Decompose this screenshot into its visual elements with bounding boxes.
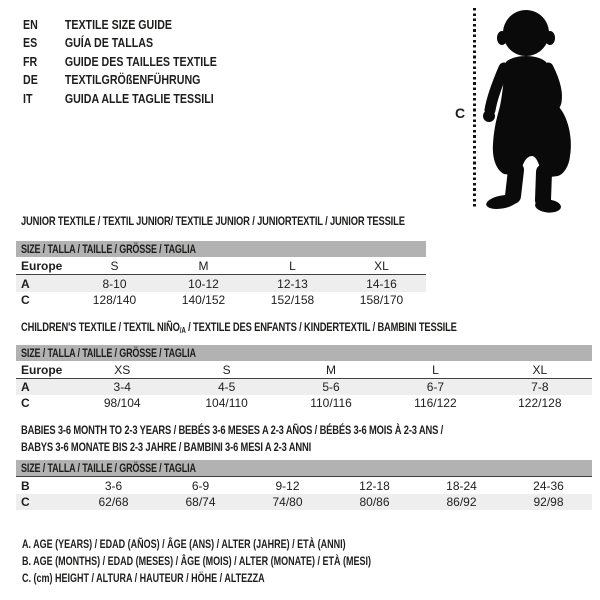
table-cell: 68/74	[185, 495, 216, 509]
table-cell: 5-6	[322, 380, 340, 394]
age-years-row	[16, 275, 426, 292]
table-cell: 18-24	[446, 478, 477, 493]
table-cell: 4-5	[217, 380, 236, 394]
row-label-europe: Europe	[21, 362, 63, 377]
children-title-suffix: / TEXTILE DES ENFANTS / KINDERTEXTIL / BAMBINI TESSILE	[185, 320, 457, 334]
size-header-text: SIZE / TALLA / TAILLE / GRÖSSE / TAGLIA	[21, 461, 196, 475]
baby-ear-right	[545, 31, 555, 45]
table-cell: 10-12	[188, 276, 219, 291]
table-cell: 9-12	[275, 478, 300, 493]
baby-ear-left	[497, 31, 507, 45]
legend-line-c: C. (cm) HEIGHT / ALTURA / HAUTEUR / HÖHE / ALTEZZA	[22, 571, 265, 585]
size-column-header: S	[110, 258, 119, 273]
junior-section-title	[21, 214, 513, 228]
height-cm-row	[16, 395, 592, 411]
table-cell: 116/122	[414, 396, 457, 410]
row-label-b: B	[21, 478, 30, 493]
language-code: DE	[23, 72, 38, 88]
age-years-row	[16, 379, 592, 395]
table-cell: 12-13	[277, 276, 308, 291]
guide-title: TEXTILGRÖßENFÜHRUNG	[64, 72, 201, 88]
junior-section-title-text: JUNIOR TEXTILE / TEXTIL JUNIOR/ TEXTILE JUNIOR / JUNIORTEXTIL / JUNIOR TESSILE	[21, 214, 405, 228]
babies-size-table	[16, 460, 592, 510]
baby-leg-right	[543, 172, 544, 200]
age-months-row	[16, 477, 592, 494]
size-column-header: L	[432, 362, 439, 377]
children-section-title-text	[21, 320, 457, 338]
baby-leg-left	[513, 170, 516, 196]
table-cell: 3-6	[104, 478, 123, 493]
size-column-header: L	[289, 258, 296, 273]
children-section-title	[21, 320, 580, 338]
language-row-en	[23, 16, 217, 34]
size-column-header: XS	[114, 362, 131, 377]
table-cell: 62/68	[98, 495, 129, 509]
babies-section-title	[21, 422, 562, 456]
height-measure-label: C	[455, 105, 466, 121]
children-title-subscript: /A	[179, 326, 186, 335]
size-header-text: SIZE / TALLA / TAILLE / GRÖSSE / TAGLIA	[21, 346, 196, 360]
language-row-fr	[23, 53, 217, 71]
height-measure-dotted-line	[473, 8, 476, 208]
language-code: IT	[23, 90, 33, 106]
size-column-header: XL	[532, 362, 548, 377]
guide-title: GUÍA DE TALLAS	[64, 35, 154, 51]
table-cell: 122/128	[518, 396, 562, 410]
table-cell: 3-4	[113, 380, 131, 394]
row-label-a: A	[21, 276, 30, 291]
baby-silhouette	[483, 10, 571, 214]
table-cell: 80/86	[359, 495, 390, 509]
size-column-header: XL	[374, 258, 389, 273]
height-cm-row	[16, 292, 426, 308]
size-header-band	[16, 460, 592, 476]
language-title-list	[23, 16, 217, 108]
baby-hand-left	[483, 110, 495, 122]
legend-line-a: A. AGE (YEARS) / EDAD (AÑOS) / ÂGE (ANS) / ALTER (JAHRE) / ETÀ (ANNI)	[22, 537, 346, 551]
table-cell: 12-18	[359, 478, 390, 493]
size-column-header: M	[326, 362, 337, 377]
row-label-a: A	[21, 380, 30, 394]
language-row-de	[23, 71, 217, 89]
children-size-table	[16, 345, 592, 411]
table-cell: 140/152	[181, 293, 226, 307]
table-cell: 110/116	[310, 396, 352, 410]
size-header-band	[16, 241, 426, 257]
language-code: ES	[23, 35, 38, 51]
table-cell: 92/98	[533, 495, 564, 509]
table-cell: 6-9	[191, 478, 210, 493]
language-row-es	[23, 34, 217, 52]
row-label-c: C	[21, 495, 30, 509]
row-label-europe: Europe	[21, 258, 63, 273]
table-cell: 8-10	[102, 276, 127, 291]
size-header-band	[16, 345, 592, 361]
children-title-prefix: CHILDREN'S TEXTILE / TEXTIL NIÑO	[21, 320, 180, 334]
language-code: EN	[23, 17, 38, 32]
table-cell: 86/92	[446, 495, 477, 509]
row-label-c: C	[21, 396, 30, 410]
table-cell: 7-8	[531, 380, 549, 394]
language-row-it	[23, 90, 217, 108]
language-code: FR	[23, 53, 38, 69]
table-cell: 158/170	[359, 293, 404, 307]
junior-size-table	[16, 241, 426, 308]
guide-title: GUIDE DES TAILLES TEXTILE	[64, 53, 217, 69]
table-cell: 98/104	[103, 396, 141, 410]
baby-silhouette-figure	[480, 6, 588, 214]
table-cell: 6-7	[426, 380, 445, 394]
legend-line-b: B. AGE (MONTHS) / EDAD (MESES) / ÂGE (MOIS) / ALTER (MONATE) / ETÀ (MESI)	[22, 554, 371, 568]
guide-title: TEXTILE SIZE GUIDE	[64, 17, 173, 32]
height-cm-row	[16, 494, 592, 510]
table-cell: 14-16	[366, 276, 397, 291]
babies-section-title-line1: BABIES 3-6 MONTH TO 2-3 YEARS / BEBÉS 3-6 MESES A 2-3 AÑOS / BÉBÉS 3-6 MOIS À 2-3 ANS /	[21, 423, 444, 437]
measurement-legend	[22, 536, 371, 587]
table-cell: 152/158	[270, 293, 315, 307]
table-cell: 24-36	[533, 478, 564, 493]
size-column-header: S	[222, 362, 231, 377]
europe-sizes-row	[16, 361, 592, 378]
size-column-header: M	[198, 258, 209, 273]
babies-section-title-line2: BABYS 3-6 MONATE BIS 2-3 JAHRE / BAMBINI 3-6 MESI A 2-3 ANNI	[21, 440, 312, 454]
guide-title: GUIDA ALLE TAGLIE TESSILI	[64, 90, 214, 106]
table-cell: 104/110	[205, 396, 248, 410]
size-header-text: SIZE / TALLA / TAILLE / GRÖSSE / TAGLIA	[21, 242, 196, 256]
table-cell: 128/140	[92, 293, 137, 307]
row-label-c: C	[21, 293, 30, 307]
europe-sizes-row	[16, 257, 426, 274]
table-cell: 74/80	[272, 495, 303, 509]
